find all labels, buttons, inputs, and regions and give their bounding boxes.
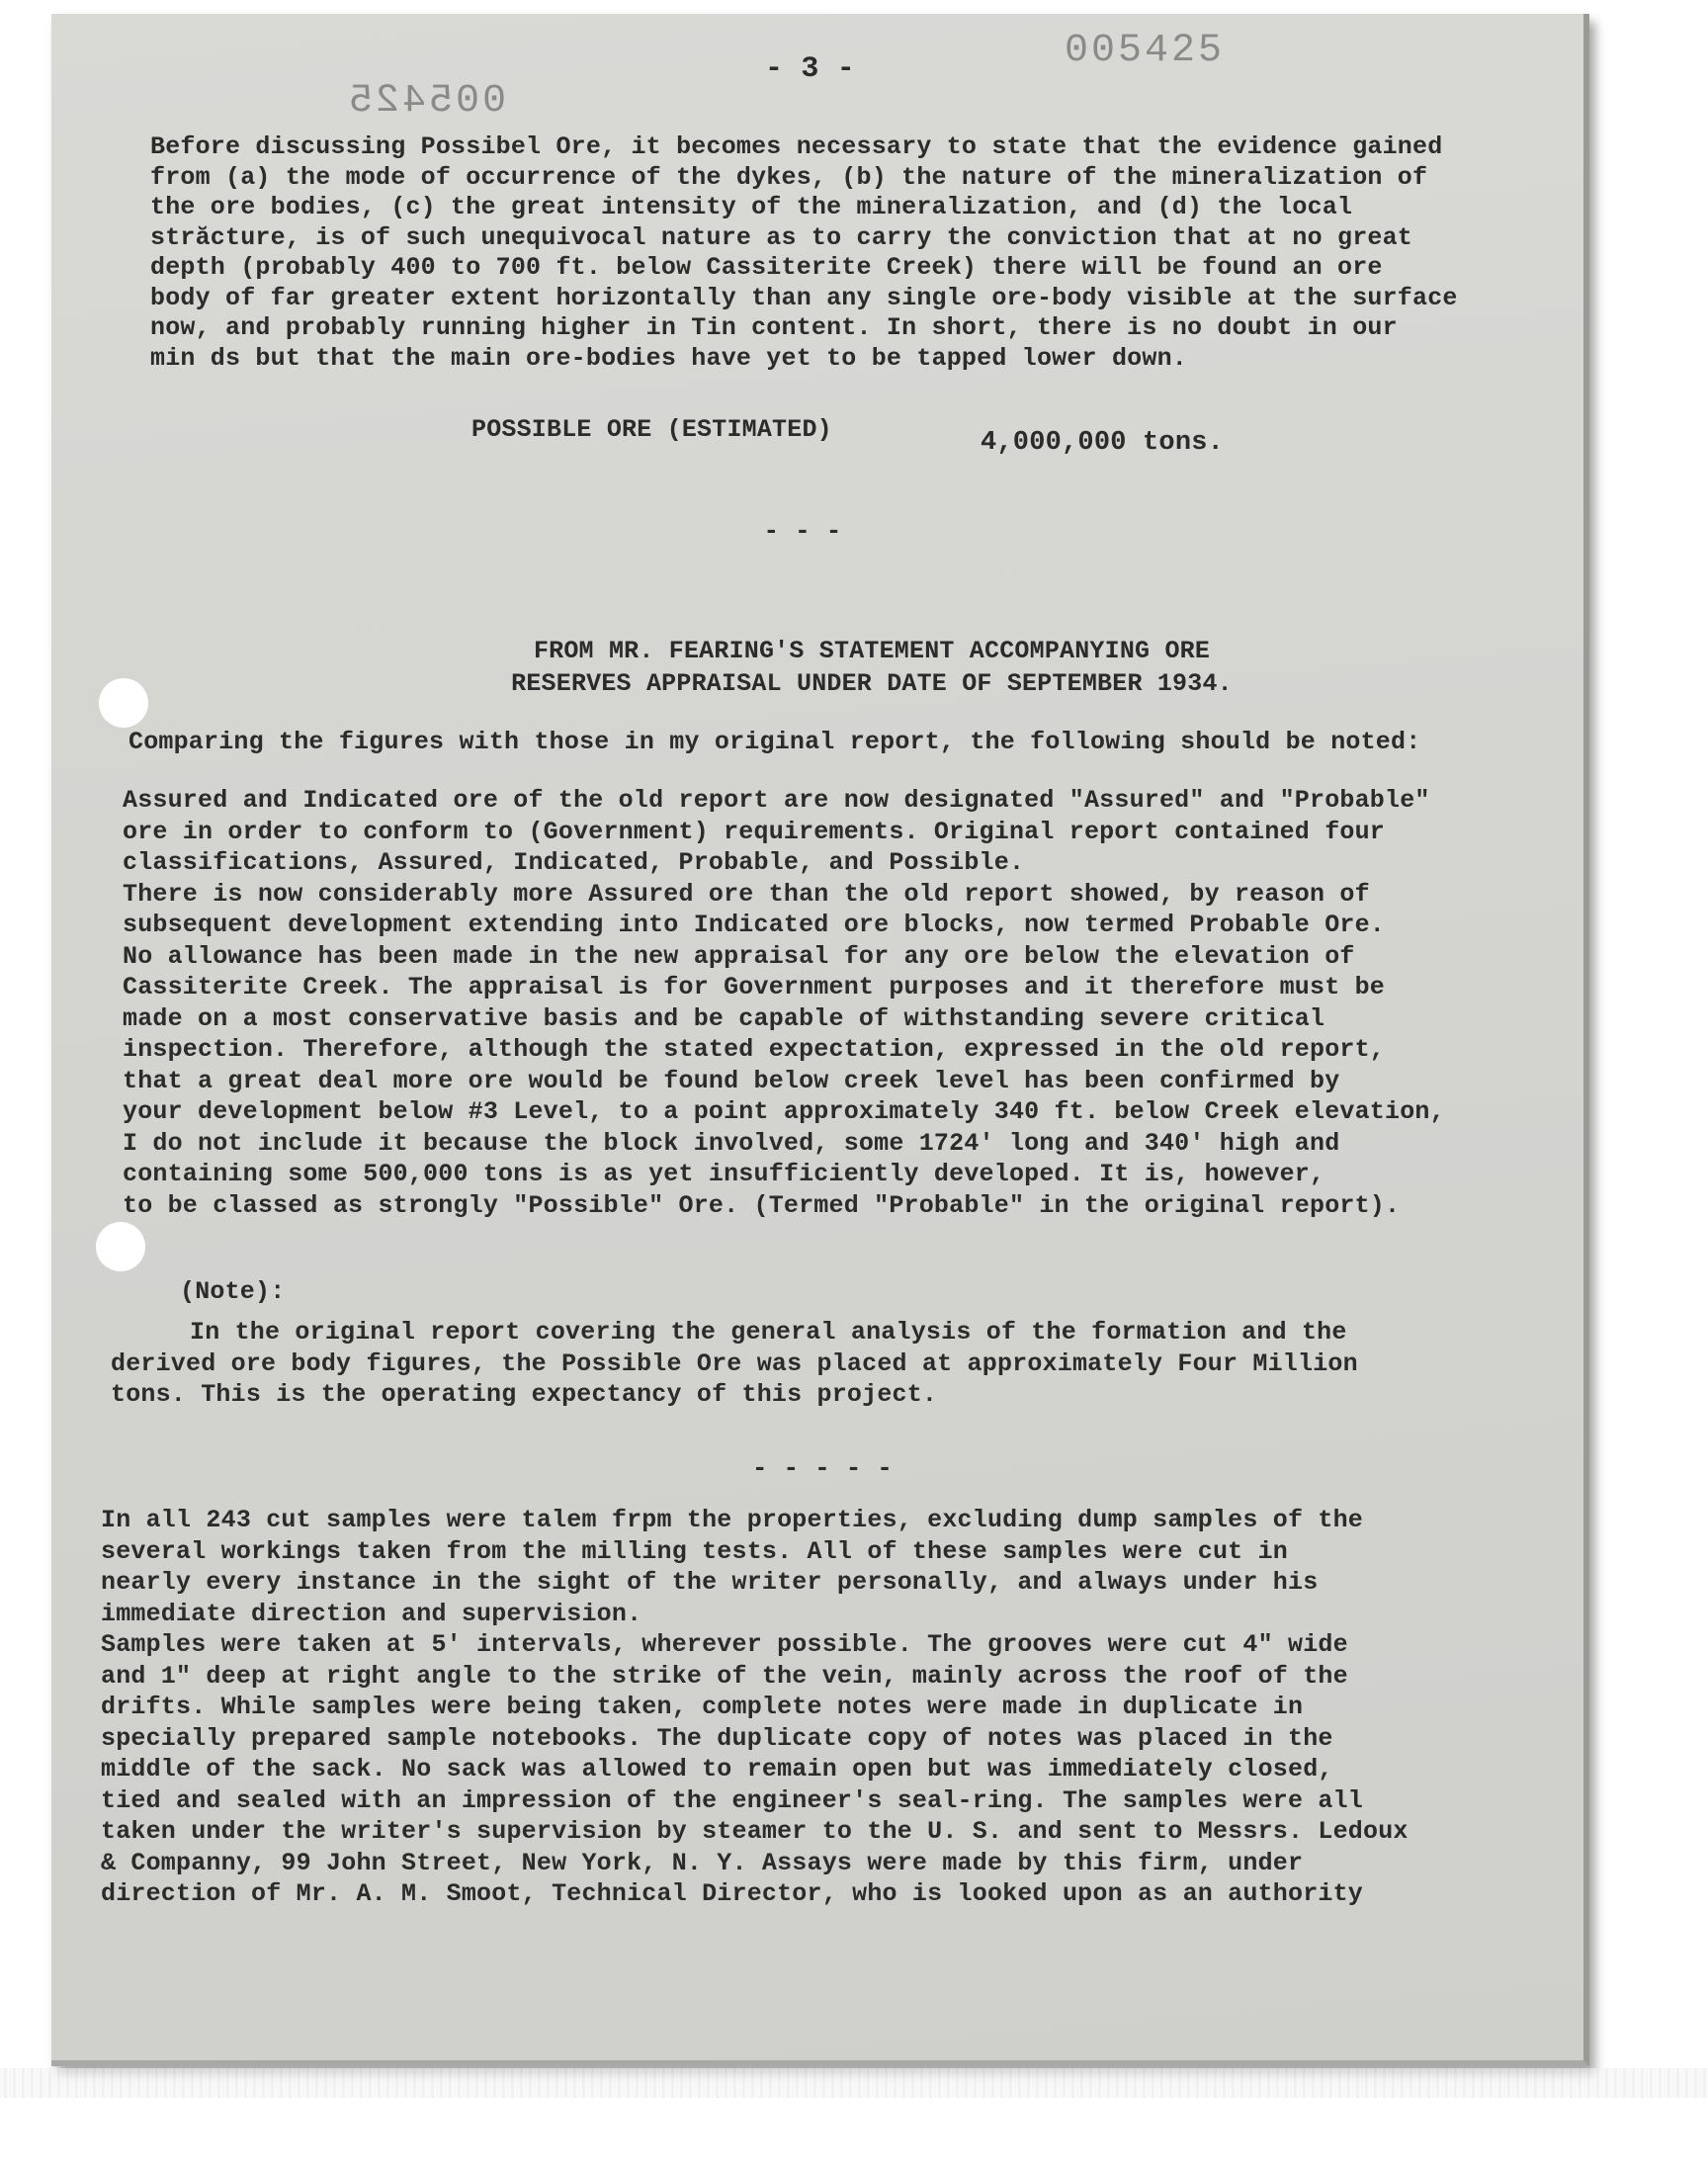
note-label: (Note): xyxy=(180,1277,286,1306)
separator-dashes: - - - xyxy=(763,516,842,546)
sampling-paragraph: In all 243 cut samples were talem frpm the properties, excluding dump samples of the several workings taken from the milling tests. All of these samples were cut in nearly every instance in the sight of the writer personally, and always under his immediate direction and supervision. Samples were taken at 5' intervals, wherever possible. The grooves were cut 4" wide and 1" deep at right angle to the strike of the vein, mainly across the roof of the drifts. While samples were being taken, complete notes were made in duplicate in specially prepared sample notebooks. The duplicate copy of notes was placed in the middle of the sack. No sack was allowed to remain open but was immediately closed, tied and sealed with an impression of the engineer's seal-ring. The samples were all taken under the writer's supervision by steamer to the U. S. and sent to Messrs. Ledoux & Companny, 99 John Street, New York, N. Y. Assays were made by this firm, under direction of Mr. A. M. Smoot, Technical Director, who is looked upon as an authority xyxy=(101,1506,1409,1908)
punch-hole-top xyxy=(99,678,148,728)
note-text: In the original report covering the general analysis of the formation and the derived ore body figures, the Possible Ore was placed at approximately Four Million tons. This is the operating expectancy of this project. xyxy=(111,1318,1358,1409)
section-heading: FROM MR. FEARING'S STATEMENT ACCOMPANYING ORE RESERVES APPRAISAL UNDER DATE OF SEPTEMBER 1934. xyxy=(511,637,1233,698)
stamp-right: 005425 xyxy=(1065,29,1226,73)
scan-bottom-edge xyxy=(0,2068,1708,2098)
possible-ore-label: POSSIBLE ORE (ESTIMATED) xyxy=(471,415,832,444)
section-intro: Comparing the figures with those in my original report, the following should be noted: xyxy=(128,728,1421,756)
separator-dashes-short: - - - - - xyxy=(751,1453,894,1483)
possible-ore-paragraph: Before discussing Possibel Ore, it becomes necessary to state that the evidence gained from (a) the mode of occurrence of the dykes, (b) the nature of the mineralization of the ore bodies, (c) the great intensity of the mineralization, and (d) the local străcture, is of such unequivocal nature as to carry the conviction that at no great depth (probably 400 to 700 ft. below Cassiterite Creek) there will be found an ore body of far greater extent horizontally than any single ore-body visible at the surface now, and probably running higher in Tin content. In short, there is no doubt in our min ds but that the main ore-bodies have yet to be tapped lower down. xyxy=(150,132,1458,373)
stamp-left-mirrored: 005425 xyxy=(346,78,507,124)
possible-ore-value: 4,000,000 tons. xyxy=(981,428,1225,458)
document-page xyxy=(51,14,1589,2066)
ore-classification-paragraph: Assured and Indicated ore of the old report are now designated "Assured" and "Probable" ore in order to conform to (Government) requirements. Original report contained four classifications, Assured, Indicated, Probable, and Possible. There is now considerably more Assured ore than the old report showed, by reason of subsequent development extending into Indicated ore blocks, now termed Probable Ore. No allowance has been made in the new appraisal for any ore below the elevation of Cassiterite Creek. The appraisal is for Government purposes and it therefore must be made on a most conservative basis and be capable of withstanding severe critical inspection. Therefore, although the stated expectation, expressed in the old report, that a great deal more ore would be found below creek level has been confirmed by your development below #3 Level, to a point approximately 340 ft. below Creek elevation, I do not include it because the block involved, some 1724' long and 340' high and containing some 500,000 tons is as yet insufficiently developed. It is, however, to be classed as strongly "Possible" Ore. (Termed "Probable" in the original report). xyxy=(123,786,1445,1220)
page-number: - 3 - xyxy=(765,52,856,86)
punch-hole-bottom xyxy=(96,1222,145,1271)
